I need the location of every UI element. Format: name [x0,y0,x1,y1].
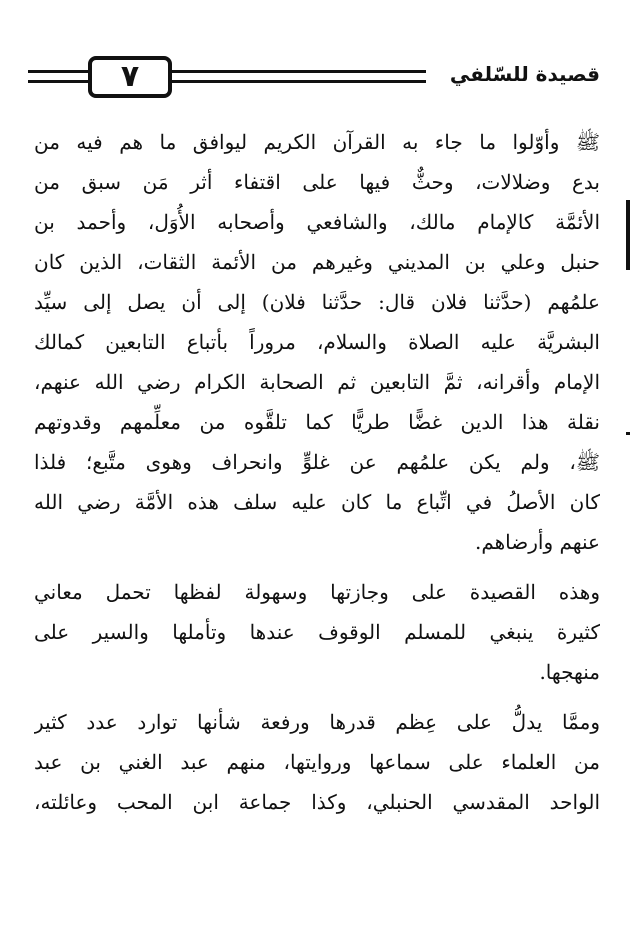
text-line: كان الأصلُ في اتِّباع ما كان عليه سلف هذه الأمَّة رضي الله [34,490,600,514]
text-line: الإمام وأقرانه، ثمَّ التابعين ثم الصحابة الكرام رضي الله عنهم، [34,370,600,394]
text-line: ﷺ، ولم يكن علمُهم عن غلوٍّ وانحراف وهوى متَّبع؛ فلذا [34,450,600,474]
text-line: عنهم وأرضاهم. [474,530,600,554]
text-line: نقلة هذا الدين غضًّا طريًّا كما تلقَّوه من معلِّمهم وقدوتهم [34,410,600,434]
header-rule-left-top [28,70,88,73]
running-title: قصيدة للسّلفي [449,62,600,86]
page-number-text: ٧ [120,59,140,94]
header-rule-left-bottom [28,80,88,83]
text-line: ﷺ وأوّلوا ما جاء به القرآن الكريم ليوافق ما هم فيه من [34,130,600,154]
scan-edge-mark [626,432,630,435]
paragraph-1 [34,122,600,562]
text-line: كثيرة ينبغي للمسلم الوقوف عندها وتأملها والسير على [34,620,600,644]
header-rule-right-bottom [172,80,426,83]
paragraph-3 [34,702,600,822]
text-line: علمُهم (حدَّثنا فلان قال: حدَّثنا فلان) إلى أن يصل إلى سيِّد [34,290,600,314]
page-number [88,56,172,98]
paragraph-gap [34,692,600,702]
scan-edge-mark [626,200,630,270]
page-header [28,48,600,104]
text-line: الأئمَّة كالإمام مالك، والشافعي وأصحابه الأُوَل، وأحمد بن [34,210,600,234]
text-line: وممَّا يدلُّ على عِظم قدرها ورفعة شأنها توارد عدد كثير [34,710,600,734]
text-line: منهجها. [539,660,600,684]
text-line: بدع وضلالات، وحثٌّ فيها على اقتفاء أثر مَن سبق من [34,170,600,194]
text-line: البشريَّة عليه الصلاة والسلام، مروراً بأتباع التابعين كمالك [34,330,600,354]
text-line: وهذه القصيدة على وجازتها وسهولة لفظها تحمل معاني [34,580,600,604]
text-line: من العلماء على سماعها وروايتها، منهم عبد الغني بن عبد [34,750,600,774]
header-rule-right-top [172,70,426,73]
paragraph-2 [34,572,600,692]
paragraph-gap [34,562,600,572]
text-line: الواحد المقدسي الحنبلي، وكذا جماعة ابن المحب وعائلته، [34,790,600,814]
body-text [34,122,600,822]
text-line: حنبل وعلي بن المديني وغيرهم من الأئمة الثقات، الذين كان [34,250,600,274]
